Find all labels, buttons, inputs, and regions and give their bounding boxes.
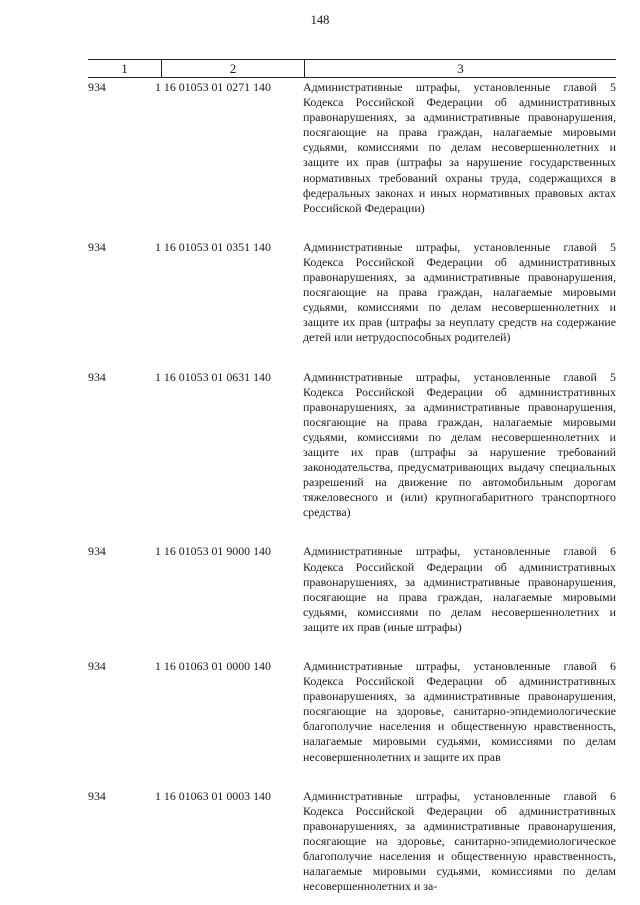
table-row bbox=[88, 789, 616, 895]
budget-code: 1 16 01053 01 0271 140 bbox=[155, 80, 271, 94]
row-description: Административные штрафы, установленные главой 6 Кодекса Российской Федерации об административных правонарушениях, за административные правонарушения, посягающие на здоровье, санитарно-эпидемиологическое благополучие населения и общественную нравственность, налагаемые мировыми судьями, комиссиями по делам несовершеннолетних и за- bbox=[303, 788, 616, 894]
table-row bbox=[88, 240, 616, 346]
admin-code: 934 bbox=[88, 659, 106, 673]
budget-code: 1 16 01063 01 0003 140 bbox=[155, 788, 271, 803]
page-number: 148 bbox=[310, 13, 330, 27]
budget-code: 1 16 01063 01 0000 140 bbox=[155, 659, 271, 673]
admin-code: 934 bbox=[88, 80, 106, 94]
row-description: Административные штрафы, установленные главой 5 Кодекса Российской Федерации об административных правонарушениях, за административные правонарушения, посягающие на права граждан, налагаемые мировыми судьями, комиссиями по делам несовершеннолетних и защите их прав (штрафы за неуплату средств на содержание детей или нетрудоспособных родителей) bbox=[303, 239, 616, 345]
admin-code: 934 bbox=[88, 544, 106, 559]
table-row bbox=[88, 370, 616, 521]
table-header bbox=[88, 59, 616, 78]
admin-code: 934 bbox=[88, 239, 106, 254]
admin-code: 934 bbox=[88, 788, 106, 803]
column-header-1: 1 bbox=[88, 60, 162, 77]
row-description: Административные штрафы, установленные главой 6 Кодекса Российской Федерации об административных правонарушениях, за административные правонарушения, посягающие на здоровье, санитарно-эпидемиологические благополучие населения и общественную нравственность, налагаемые мировыми судьями, комиссиями по делам несовершеннолетних и защите их прав bbox=[303, 659, 616, 764]
budget-code: 1 16 01053 01 9000 140 bbox=[155, 544, 271, 559]
row-description: Административные штрафы, установленные главой 5 Кодекса Российской Федерации об административных правонарушениях, за административные правонарушения, посягающие на права граждан, налагаемые мировыми судьями, комиссиями по делам несовершеннолетних и защите их прав (штрафы за нарушение государственных нормативных требований охраны труда, содержащихся в федеральных законах и иных нормативных правовых актах Российской Федерации) bbox=[303, 80, 616, 215]
column-header-3: 3 bbox=[457, 61, 464, 76]
budget-code: 1 16 01053 01 0631 140 bbox=[155, 369, 271, 384]
table-row bbox=[88, 80, 616, 216]
document-table bbox=[88, 59, 616, 894]
table-row bbox=[88, 544, 616, 635]
budget-code: 1 16 01053 01 0351 140 bbox=[155, 239, 271, 254]
table-row bbox=[88, 659, 616, 765]
row-description: Административные штрафы, установленные главой 6 Кодекса Российской Федерации об административных правонарушениях, за административные правонарушения, посягающие на права граждан, налагаемые мировыми судьями, комиссиями по делам несовершеннолетних и защите их прав (иные штрафы) bbox=[303, 544, 616, 634]
admin-code: 934 bbox=[88, 369, 106, 384]
column-header-2: 2 bbox=[162, 60, 305, 77]
row-description: Административные штрафы, установленные главой 5 Кодекса Российской Федерации об административных правонарушениях, за административные правонарушения, посягающие на права граждан, налагаемые мировыми судьями, комиссиями по делам несовершеннолетних и защите их прав (штрафы за нарушение требований законодательства, предусматривающих выдачу специальных разрешений на движение по автомобильным дорогам тяжеловесного и (или) крупногабаритного транспортного средства) bbox=[303, 369, 616, 520]
